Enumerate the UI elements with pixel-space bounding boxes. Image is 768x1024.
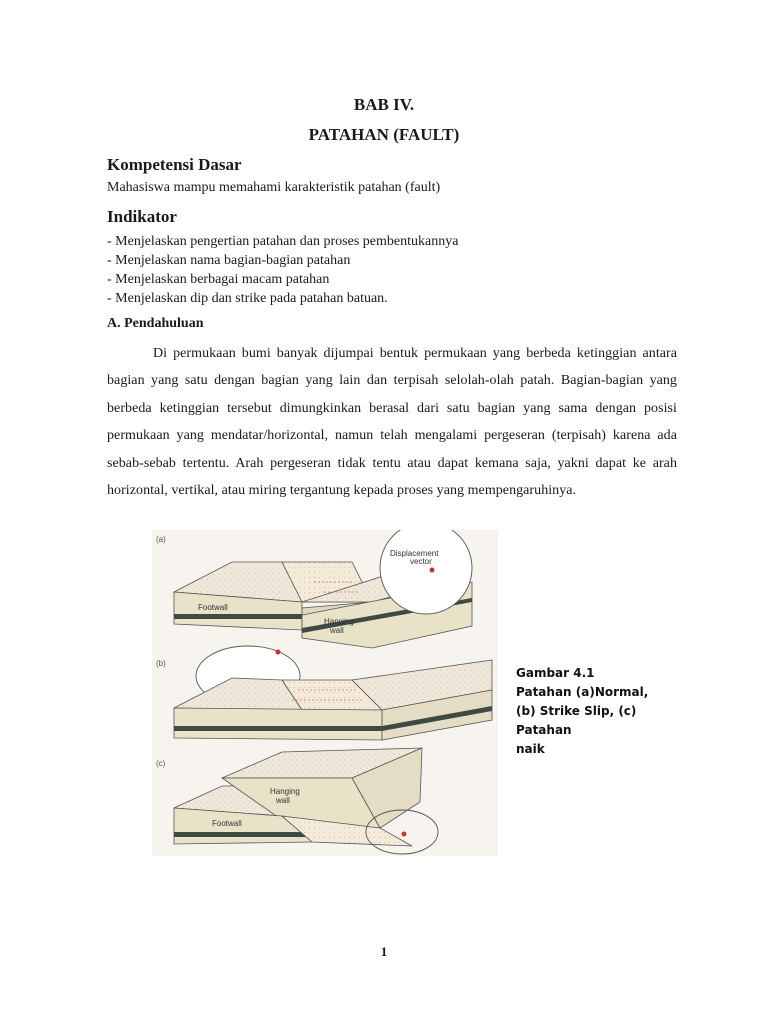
indikator-item: - Menjelaskan pengertian patahan dan proses pembentukannya [107, 234, 459, 249]
displacement-label-2: vector [410, 557, 432, 566]
indikator-heading: Indikator [107, 207, 177, 226]
hanging-wall-label-a-1: Hanging [324, 617, 354, 626]
section-a-paragraph: Di permukaan bumi banyak dijumpai bentuk permukaan yang berbeda ketinggian antara bagian yang satu dengan bagian yang lain dan terpisah selolah-olah patah. Bagian-bagian yang berbeda ketinggian tersebut dimungkinkan berasal dari satu bagian yang sama dengan posisi permukaan yang mendatar/horizontal, namun telah mengalami pergeseran (terpisah) karena ada sebab-sebab tertentu. Arah pergeseran tidak tentu atau dapat kemana saja, yakni dapat ke arah horizontal, vertikal, atau miring tergantung kepada proses yang mempengaruhinya. [107, 346, 677, 499]
chapter-number: BAB IV. [353, 95, 415, 114]
hanging-wall-label-a-2: wall [330, 626, 344, 635]
indikator-list [107, 232, 458, 308]
footwall-label-a: Footwall [198, 603, 228, 612]
fault-diagram-figure [152, 530, 498, 856]
panel-label-c: (c) [156, 759, 166, 768]
hanging-wall-label-c-1: Hanging [270, 787, 300, 796]
indikator-item: - Menjelaskan dip dan strike pada patahan batuan. [107, 291, 388, 306]
kompetensi-text: Mahasiswa mampu memahami karakteristik patahan (fault) [107, 180, 441, 195]
indikator-item: - Menjelaskan nama bagian-bagian patahan [107, 253, 351, 268]
figure-caption [516, 664, 686, 759]
section-a-heading: A. Pendahuluan [107, 316, 204, 331]
kompetensi-heading: Kompetensi Dasar [107, 155, 242, 174]
caption-line: naik [516, 742, 545, 756]
panel-label-b: (b) [156, 659, 166, 668]
displacement-vector-circle [380, 530, 472, 614]
footwall-label-c: Footwall [212, 819, 242, 828]
caption-line: Patahan (a)Normal, [516, 685, 649, 699]
caption-line: (b) Strike Slip, (c) Patahan [516, 704, 637, 737]
indikator-item: - Menjelaskan berbagai macam patahan [107, 272, 330, 287]
caption-line: Gambar 4.1 [516, 666, 595, 680]
chapter-title: PATAHAN (FAULT) [308, 125, 460, 144]
hanging-wall-label-c-2: wall [276, 796, 290, 805]
displacement-label-1: Displacement [390, 549, 439, 558]
panel-label-a: (a) [156, 535, 166, 544]
page-number: 1 [380, 944, 388, 959]
